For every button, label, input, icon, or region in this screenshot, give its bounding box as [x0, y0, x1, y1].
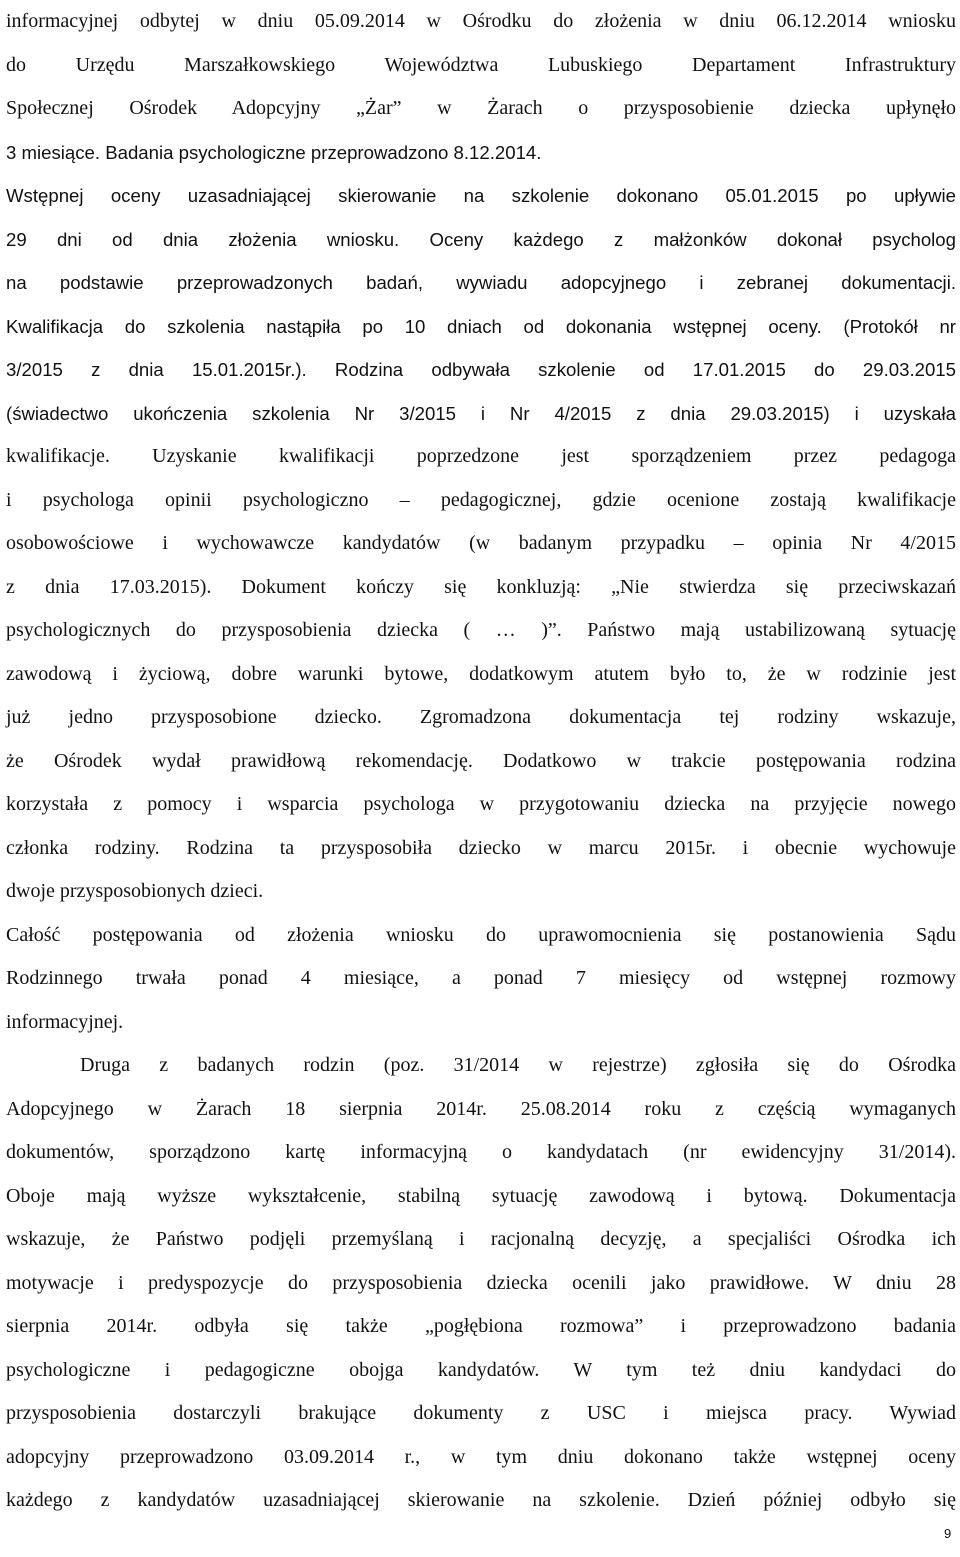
- text-line: 3/2015 z dnia 15.01.2015r.). Rodzina odbywała szkolenie od 17.01.2015 do 29.03.2015: [6, 359, 956, 380]
- text-line: członka rodziny. Rodzina ta przysposobiła dziecko w marcu 2015r. i obecnie wychowuje: [6, 836, 956, 859]
- body-text: [6, 0, 956, 1523]
- text-line: Oboje mają wyższe wykształcenie, stabilną sytuację zawodową i bytową. Dokumentacja: [6, 1184, 956, 1207]
- text-line: dwoje przysposobionych dzieci.: [6, 880, 264, 902]
- text-line: osobowościowe i wychowawcze kandydatów (w badanym przypadku – opinia Nr 4/2015: [6, 532, 956, 554]
- text-line: Adopcyjnego w Żarach 18 sierpnia 2014r. 25.08.2014 roku z częścią wymaganych: [6, 1097, 956, 1120]
- text-line: Całość postępowania od złożenia wniosku do uprawomocnienia się postanowienia Sądu: [6, 923, 956, 946]
- text-line: przysposobienia dostarczyli brakujące dokumenty z USC i miejsca pracy. Wywiad: [6, 1402, 956, 1424]
- text-line: adopcyjny przeprowadzono 03.09.2014 r., w tym dniu dokonano także wstępnej oceny: [6, 1445, 956, 1468]
- text-line: motywacje i predyspozycje do przysposobienia dziecka ocenili jako prawidłowe. W dniu 28: [6, 1271, 956, 1294]
- text-line: do Urzędu Marszałkowskiego Województwa Lubuskiego Departament Infrastruktury: [6, 53, 956, 76]
- text-line: że Ośrodek wydał prawidłową rekomendację. Dodatkowo w trakcie postępowania rodzina: [6, 749, 956, 772]
- text-line: informacyjnej odbytej w dniu 05.09.2014 w Ośrodku do złożenia w dniu 06.12.2014 wniosku: [6, 10, 956, 32]
- text-line: dokumentów, sporządzono kartę informacyjną o kandydatach (nr ewidencyjny 31/2014).: [6, 1141, 956, 1163]
- text-line: na podstawie przeprowadzonych badań, wywiadu adopcyjnego i zebranej dokumentacji.: [6, 272, 956, 293]
- text-line: każdego z kandydatów uzasadniającej skierowanie na szkolenie. Dzień później odbyło się: [6, 1489, 956, 1511]
- text-line: i psychologa opinii psychologiczno – pedagogicznej, gdzie ocenione zostają kwalifikacje: [6, 488, 956, 511]
- text-line: kwalifikacje. Uzyskanie kwalifikacji poprzedzone jest sporządzeniem przez pedagoga: [6, 445, 956, 467]
- text-line: korzystała z pomocy i wsparcia psychologa w przygotowaniu dziecka na przyjęcie nowego: [6, 793, 956, 815]
- text-line: psychologiczne i pedagogiczne obojga kandydatów. W tym też dniu kandydaci do: [6, 1358, 956, 1381]
- text-line: z dnia 17.03.2015). Dokument kończy się konkluzją: „Nie stwierdza się przeciwskazań: [6, 575, 956, 598]
- page-number: 9: [944, 1526, 952, 1541]
- text-line: Rodzinnego trwała ponad 4 miesiące, a ponad 7 miesięcy od wstępnej rozmowy: [6, 967, 956, 989]
- text-line: informacyjnej.: [6, 1010, 124, 1033]
- text-line: zawodową i życiową, dobre warunki bytowe, dodatkowym atutem było to, że w rodzinie jest: [6, 662, 956, 685]
- text-line: Kwalifikacja do szkolenia nastąpiła po 10 dniach od dokonania wstępnej oceny. (Protokół nr: [6, 315, 956, 337]
- text-line: Druga z badanych rodzin (poz. 31/2014 w rejestrze) zgłosiła się do Ośrodka: [80, 1054, 956, 1076]
- text-line: już jedno przysposobione dziecko. Zgromadzona dokumentacja tej rodziny wskazuje,: [6, 706, 956, 728]
- text-line: 29 dni od dnia złożenia wniosku. Oceny każdego z małżonków dokonał psycholog: [6, 228, 956, 250]
- text-line: psychologicznych do przysposobienia dziecka ( … )”. Państwo mają ustabilizowaną sytuację: [6, 619, 956, 641]
- text-line: Społecznej Ośrodek Adopcyjny „Żar” w Żarach o przysposobienie dziecka upłynęło: [6, 97, 956, 119]
- text-line: wskazuje, że Państwo podjęli przemyślaną i racjonalną decyzję, a specjaliści Ośrodka ich: [6, 1228, 956, 1250]
- text-line: 3 miesiące. Badania psychologiczne przeprowadzono 8.12.2014.: [6, 141, 542, 163]
- text-line: (świadectwo ukończenia szkolenia Nr 3/2015 i Nr 4/2015 z dnia 29.03.2015) i uzyskała: [6, 402, 956, 424]
- text-line: Wstępnej oceny uzasadniającej skierowanie na szkolenie dokonano 05.01.2015 po upływie: [6, 185, 956, 206]
- text-line: sierpnia 2014r. odbyła się także „pogłębiona rozmowa” i przeprowadzono badania: [6, 1315, 956, 1337]
